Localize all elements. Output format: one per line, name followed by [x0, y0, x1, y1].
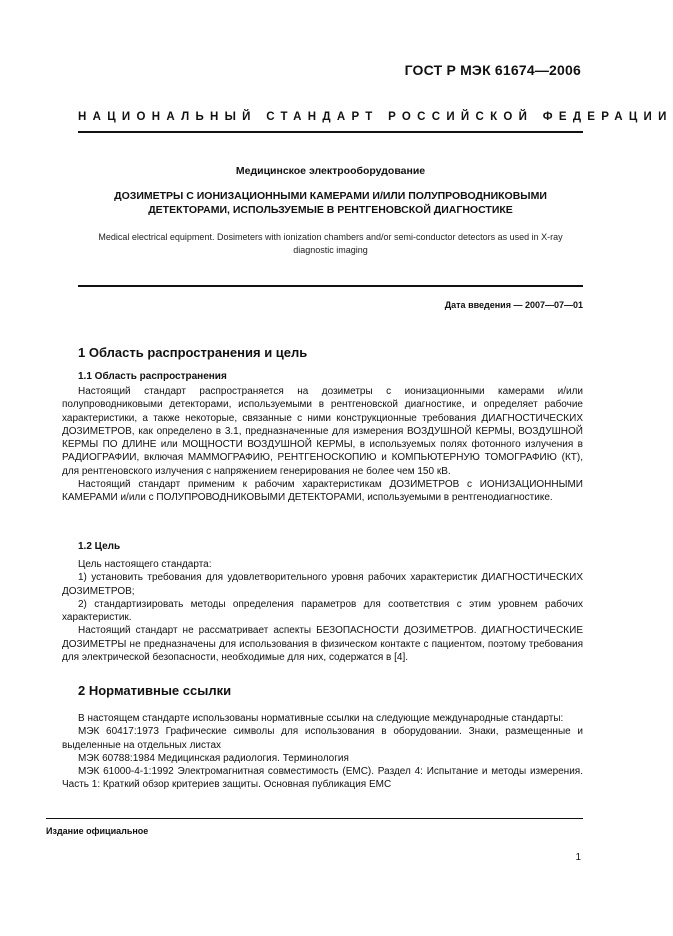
- document-code: ГОСТ Р МЭК 61674—2006: [404, 62, 581, 78]
- section-2-body: [62, 712, 583, 792]
- paragraph: Настоящий стандарт распространяется на дозиметры с ионизационными камерами и/или полупроводниковыми детекторами, используемыми в рентгеновской диагностике, и определяет рабочие характеристики, а также некоторые, связанные с ними конструкционные требования ДИАГНОСТИЧЕСКИХ ДОЗИМЕТРОВ, как определено в 3.1, предназначенные для измерения ВОЗДУШНОЙ КЕРМЫ, ВОЗДУШНОЙ КЕРМЫ ПО ДЛИНЕ или МОЩНОСТИ ВОЗДУШНОЙ КЕРМЫ, в используемых полях фотонного излучения в РАДИОГРАФИИ, включая МАММОГРАФИЮ, РЕНТГЕНОСКОПИЮ и КОМПЬЮТЕРНУЮ ТОМОГРАФИЮ (КТ), для рентгеновского излучения с напряжением генерирования не более чем 150 кВ.: [62, 386, 583, 477]
- english-title-line-1: Medical electrical equipment. Dosimeters with ionization chambers and/or semi-conductor detectors as used in X-ray: [98, 232, 563, 242]
- footer-rule: [46, 818, 583, 819]
- section-1-1-heading: 1.1 Область распространения: [78, 371, 227, 382]
- english-title-line-2: diagnostic imaging: [293, 245, 368, 255]
- paragraph: В настоящем стандарте использованы нормативные ссылки на следующие международные стандарты:: [78, 713, 564, 724]
- paragraph: МЭК 60417:1973 Графические символы для использования в оборудовании. Знаки, размещенные и выделенные на отдельных листах: [62, 726, 583, 751]
- title-bottom-rule: [78, 285, 583, 287]
- page-number: 1: [575, 852, 581, 863]
- paragraph: МЭК 60788:1984 Медицинская радиология. Терминология: [78, 752, 349, 764]
- top-rule: [78, 131, 583, 133]
- paragraph: Настоящий стандарт применим к рабочим характеристикам ДОЗИМЕТРОВ с ИОНИЗАЦИОННЫМИ КАМЕРАМИ и/или с ПОЛУПРОВОДНИКОВЫМИ ДЕТЕКТОРАМИ, используемыми в рентгенодиагностике.: [62, 479, 583, 504]
- section-1-2-heading: 1.2 Цель: [78, 541, 121, 552]
- paragraph: Настоящий стандарт не рассматривает аспекты БЕЗОПАСНОСТИ ДОЗИМЕТРОВ. ДИАГНОСТИЧЕСКИЕ ДОЗИМЕТРЫ не предназначены для использования в физическом контакте с пациентом, поэтому требования для электрической безопасности, необходимые для них, содержатся в [4].: [62, 625, 583, 664]
- introduction-date: Дата введения — 2007—07—01: [444, 300, 583, 310]
- section-1-2-body: [62, 558, 583, 664]
- section-1-1-body: [62, 385, 583, 505]
- section-2-heading: 2 Нормативные ссылки: [78, 683, 232, 698]
- paragraph: МЭК 61000-4-1:1992 Электромагнитная совместимость (ЕМС). Раздел 4: Испытание и методы измерения. Часть 1: Краткий обзор критериев защиты. Основная публикация ЕМС: [62, 766, 583, 791]
- paragraph: Цель настоящего стандарта:: [78, 559, 212, 570]
- document-title: [78, 189, 583, 217]
- national-standard-banner: НАЦИОНАЛЬНЫЙ СТАНДАРТ РОССИЙСКОЙ ФЕДЕРАЦИИ: [78, 111, 673, 123]
- paragraph: 2) стандартизировать методы определения параметров для соответствия с этим уровнем рабочих характеристик.: [62, 598, 583, 624]
- document-subtitle: Медицинское электрооборудование: [235, 165, 426, 177]
- section-1-heading: 1 Область распространения и цель: [78, 345, 308, 360]
- english-title: [78, 231, 583, 257]
- paragraph: 1) установить требования для удовлетворительного уровня рабочих характеристик ДИАГНОСТИЧЕСКИХ ДОЗИМЕТРОВ;: [62, 572, 583, 597]
- title-line-2: ДЕТЕКТОРАМИ, ИСПОЛЬЗУЕМЫЕ В РЕНТГЕНОВСКОЙ ДИАГНОСТИКЕ: [148, 204, 513, 216]
- title-line-1: ДОЗИМЕТРЫ С ИОНИЗАЦИОННЫМИ КАМЕРАМИ И/ИЛИ ПОЛУПРОВОДНИКОВЫМИ: [114, 190, 547, 202]
- edition-label: Издание официальное: [46, 826, 149, 836]
